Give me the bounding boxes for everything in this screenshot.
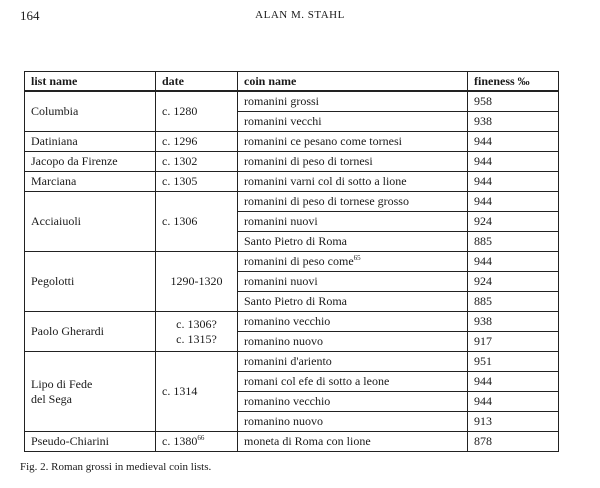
coin-name-text: romanini varni col di sotto a lione [244,174,407,188]
coin-name-cell [238,232,468,252]
fineness-cell: 944 [468,172,559,192]
fineness-cell: 944 [468,192,559,212]
list-name-text: Pseudo-Chiarini [31,434,109,448]
table-row [25,312,559,332]
coin-name-text: romanini d'ariento [244,354,332,368]
coin-name-text: romanini di peso come [244,254,354,268]
coin-name-cell [238,172,468,192]
date-cell [156,152,238,172]
fineness-cell: 944 [468,252,559,272]
coin-name-cell [238,372,468,392]
date-text: c. 1306? [176,316,217,331]
footnote-marker: 65 [353,254,361,262]
column-header-fineness: fineness ‰ [468,72,559,92]
list-name-cell [25,312,156,352]
table-row [25,132,559,152]
fineness-cell: 917 [468,332,559,352]
list-name-text: Pegolotti [31,274,75,288]
column-header-coin-name: coin name [238,72,468,92]
list-name-cell [25,192,156,252]
date-cell [156,312,238,352]
list-name-text: Columbia [31,104,79,118]
fineness-cell: 951 [468,352,559,372]
fineness-cell: 938 [468,312,559,332]
fineness-cell: 885 [468,232,559,252]
date-cell [156,172,238,192]
table-row [25,192,559,212]
coin-name-cell [238,412,468,432]
list-name-text: Jacopo da Firenze [31,154,118,168]
date-text: c. 1306 [162,214,198,228]
date-cell [156,352,238,432]
coin-name-text: romanini vecchi [244,114,322,128]
list-name-cell [25,132,156,152]
coin-name-cell [238,392,468,412]
coin-name-cell [238,272,468,292]
footnote-marker: 66 [197,434,205,442]
header-row [25,72,559,92]
date-cell [156,91,238,132]
coin-name-text: romanino nuovo [244,414,323,428]
fineness-cell: 924 [468,212,559,232]
date-cell [156,192,238,252]
date-cell [156,252,238,312]
fineness-cell: 924 [468,272,559,292]
coin-name-cell [238,432,468,452]
date-text: c. 1314 [162,384,198,398]
fineness-cell: 938 [468,112,559,132]
table-header [25,72,559,92]
coin-name-cell [238,352,468,372]
date-text: c. 1315? [176,331,217,346]
table-row [25,352,559,372]
coin-name-text: romanino nuovo [244,334,323,348]
coin-name-cell [238,212,468,232]
coin-name-cell [238,132,468,152]
figure-caption: Fig. 2. Roman grossi in medieval coin lists. [20,461,212,473]
date-cell [156,432,238,452]
page-number: 164 [20,8,40,23]
coin-name-text: romanino vecchio [244,394,331,408]
coin-name-cell [238,91,468,112]
list-name-cell [25,152,156,172]
list-name-text: Acciaiuoli [31,214,81,228]
fineness-cell: 958 [468,91,559,112]
table-row [25,172,559,192]
table-row [25,91,559,112]
coin-name-cell [238,152,468,172]
coin-name-cell [238,252,468,272]
date-text: c. 1296 [162,134,198,148]
coin-name-text: romanini ce pesano come tornesi [244,134,402,148]
coin-name-text: romanini di peso di tornesi [244,154,373,168]
date-cell [156,132,238,152]
coin-name-text: moneta di Roma con lione [244,434,371,448]
coin-name-cell [238,332,468,352]
coin-name-text: romanini grossi [244,94,319,108]
column-header-list-name: list name [25,72,156,92]
date-text: c. 1280 [162,104,198,118]
coin-name-text: romanini nuovi [244,274,318,288]
coin-name-cell [238,312,468,332]
fineness-cell: 878 [468,432,559,452]
fineness-cell: 944 [468,152,559,172]
fineness-cell: 913 [468,412,559,432]
date-text: 1290-1320 [170,274,223,288]
date-text: c. 1302 [162,154,198,168]
list-name-text: Lipo di Fede [31,376,93,391]
table-body [25,91,559,452]
running-head: ALAN M. STAHL [255,9,345,21]
fineness-cell: 944 [468,132,559,152]
table-row [25,432,559,452]
list-name-cell [25,352,156,432]
coin-name-text: romanino vecchio [244,314,331,328]
list-name-cell [25,432,156,452]
date-text: c. 1380 [162,434,198,448]
fineness-cell: 944 [468,372,559,392]
coin-name-text: romanini nuovi [244,214,318,228]
list-name-cell [25,172,156,192]
fineness-cell: 885 [468,292,559,312]
coin-name-cell [238,292,468,312]
coin-list-table [24,71,559,452]
table-row [25,152,559,172]
list-name-text: del Sega [31,391,72,406]
coin-name-cell [238,112,468,132]
fineness-cell: 944 [468,392,559,412]
date-text: c. 1305 [162,174,198,188]
coin-name-text: Santo Pietro di Roma [244,294,347,308]
table-row [25,252,559,272]
list-name-text: Datiniana [31,134,78,148]
list-name-text: Paolo Gherardi [31,324,104,338]
coin-name-cell [238,192,468,212]
coin-name-text: Santo Pietro di Roma [244,234,347,248]
column-header-date: date [156,72,238,92]
coin-name-text: romani col efe di sotto a leone [244,374,390,388]
list-name-cell [25,252,156,312]
list-name-cell [25,91,156,132]
coin-name-text: romanini di peso di tornese grosso [244,194,409,208]
list-name-text: Marciana [31,174,77,188]
